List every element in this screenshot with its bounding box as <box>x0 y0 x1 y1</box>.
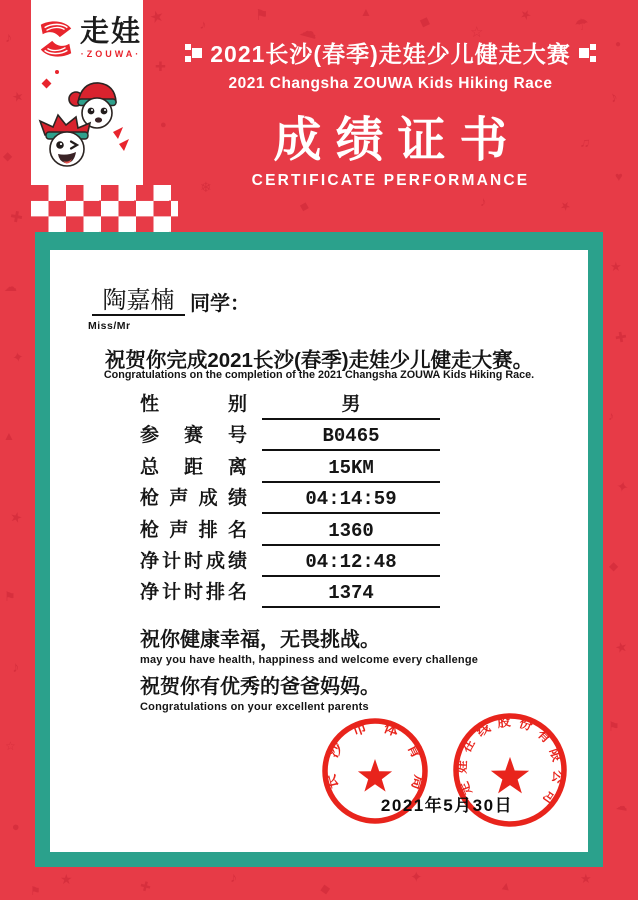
doodle-icon: ♪ <box>11 658 21 677</box>
field-row-net-rank <box>140 580 440 608</box>
student-name: 陶嘉楠 <box>92 286 185 316</box>
doodle-icon: ◆ <box>318 880 332 897</box>
name-row <box>92 286 250 316</box>
field-value: 15KM <box>262 455 440 483</box>
checkerboard-strip <box>31 185 178 232</box>
stamp-text: 走娃在线股份有限公司 <box>453 713 567 808</box>
doodle-icon: ◆ <box>3 149 13 163</box>
miss-mr-label: Miss/Mr <box>88 320 131 332</box>
blessing1-cn: 祝你健康幸福，无畏挑战。 <box>140 629 380 651</box>
doodle-icon: ✚ <box>155 59 166 74</box>
title-bracket-left-icon <box>185 43 202 63</box>
field-value: 1374 <box>262 580 440 608</box>
field-label: 总距离 <box>140 456 247 478</box>
doodle-icon: ☆ <box>5 739 16 753</box>
doodle-icon: ★ <box>580 871 592 886</box>
doodle-icon: ☁ <box>4 279 17 294</box>
doodle-icon: ⚑ <box>30 884 41 898</box>
logo-en-label: ·ZOUWA· <box>80 49 142 59</box>
doodle-icon: ♪ <box>480 194 487 209</box>
field-label: 枪声排名 <box>140 519 247 541</box>
logo-panel <box>31 0 143 185</box>
logo-cn-label: 走娃 <box>80 16 143 48</box>
honorific-label: 同学： <box>190 293 250 315</box>
doodle-icon: ★ <box>60 871 73 887</box>
doodle-icon: ⚑ <box>4 589 16 604</box>
doodle-icon: ▲ <box>3 429 15 443</box>
doodle-icon: ☁ <box>297 19 321 43</box>
blessing1-en: may you have health, happiness and welcome every challenge <box>140 654 479 666</box>
doodle-icon: ● <box>10 818 22 835</box>
field-row-gender <box>140 392 440 420</box>
logo-text <box>80 18 142 59</box>
mascot-illustration <box>33 68 133 180</box>
doodle-icon: ☆ <box>470 24 484 41</box>
certificate-body <box>50 250 588 852</box>
congrats-line-en: Congratulations on the completion of the 2021 Changsha ZOUWA Kids Hiking Race. <box>103 369 535 381</box>
doodle-icon: ▲ <box>360 5 372 19</box>
doodle-icon: ★ <box>10 87 26 106</box>
doodle-icon: ♪ <box>230 869 237 885</box>
congrats-line-cn: 祝贺你完成2021长沙(春季)走娃少儿健走大赛。 <box>104 349 534 372</box>
blessing2-en: Congratulations on your excellent parents <box>140 701 369 713</box>
header <box>143 0 638 190</box>
doodle-icon: ♪ <box>608 409 614 423</box>
field-label: 净计时成绩 <box>140 550 247 572</box>
certificate-title: 成绩证书 <box>273 114 522 167</box>
doodle-icon: ◆ <box>417 11 434 31</box>
field-value: 04:14:59 <box>262 486 440 514</box>
event-title: 2021长沙(春季)走娃少儿健走大赛 <box>210 41 571 67</box>
doodle-icon: ♪ <box>5 29 12 45</box>
doodle-icon: ★ <box>8 507 25 527</box>
field-row-bib-number <box>140 423 440 451</box>
field-label: 净计时排名 <box>140 582 247 604</box>
doodle-icon: ✦ <box>410 869 423 886</box>
doodle-icon: ☂ <box>573 15 591 36</box>
doodle-icon: ● <box>160 119 167 131</box>
title-bracket-right-icon <box>579 43 596 63</box>
doodle-icon: ♪ <box>198 16 208 33</box>
doodle-icon: ✚ <box>138 877 153 896</box>
doodle-icon: ✦ <box>10 348 26 366</box>
certificate-title-en: CERTIFICATE PERFORMANCE <box>251 171 530 189</box>
doodle-icon: ◆ <box>298 198 311 214</box>
zouwa-swoosh-icon <box>37 19 75 59</box>
doodle-icon: ★ <box>517 5 535 24</box>
doodle-icon: ⚑ <box>255 7 269 24</box>
field-label: 枪声成绩 <box>140 488 247 510</box>
doodle-icon: ✚ <box>8 208 24 227</box>
stamp-text: 长沙市体育局 <box>322 719 428 792</box>
doodle-icon: ★ <box>147 7 167 28</box>
blessings <box>140 628 478 722</box>
field-value: B0465 <box>262 423 440 451</box>
certificate-card <box>35 232 603 867</box>
field-value: 男 <box>262 392 440 420</box>
doodle-icon: ☁ <box>614 798 630 814</box>
zouwa-logo <box>31 0 143 59</box>
results-table <box>140 392 440 612</box>
doodle-icon: ★ <box>557 197 574 215</box>
doodle-icon: ● <box>615 39 622 50</box>
star-icon <box>358 759 392 792</box>
field-value: 04:12:48 <box>262 549 440 577</box>
doodle-icon: ◆ <box>609 559 619 573</box>
doodle-icon: ♪ <box>607 88 621 107</box>
doodle-icon: ✚ <box>613 328 629 346</box>
event-title-en: 2021 Changsha ZOUWA Kids Hiking Race <box>228 75 553 92</box>
doodle-icon: ★ <box>613 637 630 657</box>
doodle-icon: ♫ <box>578 133 592 151</box>
field-label: 参赛号 <box>140 425 247 447</box>
doodle-icon: ❄ <box>200 179 212 195</box>
doodle-icon: ★ <box>610 259 622 274</box>
field-row-distance <box>140 455 440 483</box>
event-title-row <box>143 36 638 69</box>
doodle-icon: ▲ <box>498 878 514 894</box>
certificate-date: 2021年5月30日 <box>380 796 514 815</box>
doodle-icon: ✦ <box>614 478 630 497</box>
doodle-icon: ♥ <box>615 169 623 184</box>
blessing2-cn: 祝贺你有优秀的爸爸妈妈。 <box>140 676 380 698</box>
doodle-icon: ⚑ <box>608 719 620 734</box>
field-row-net-time <box>140 549 440 577</box>
field-value: 1360 <box>262 518 440 546</box>
field-row-gun-rank <box>140 518 440 546</box>
star-icon <box>491 757 529 794</box>
field-label: 性别 <box>140 394 247 415</box>
field-row-gun-time <box>140 486 440 514</box>
